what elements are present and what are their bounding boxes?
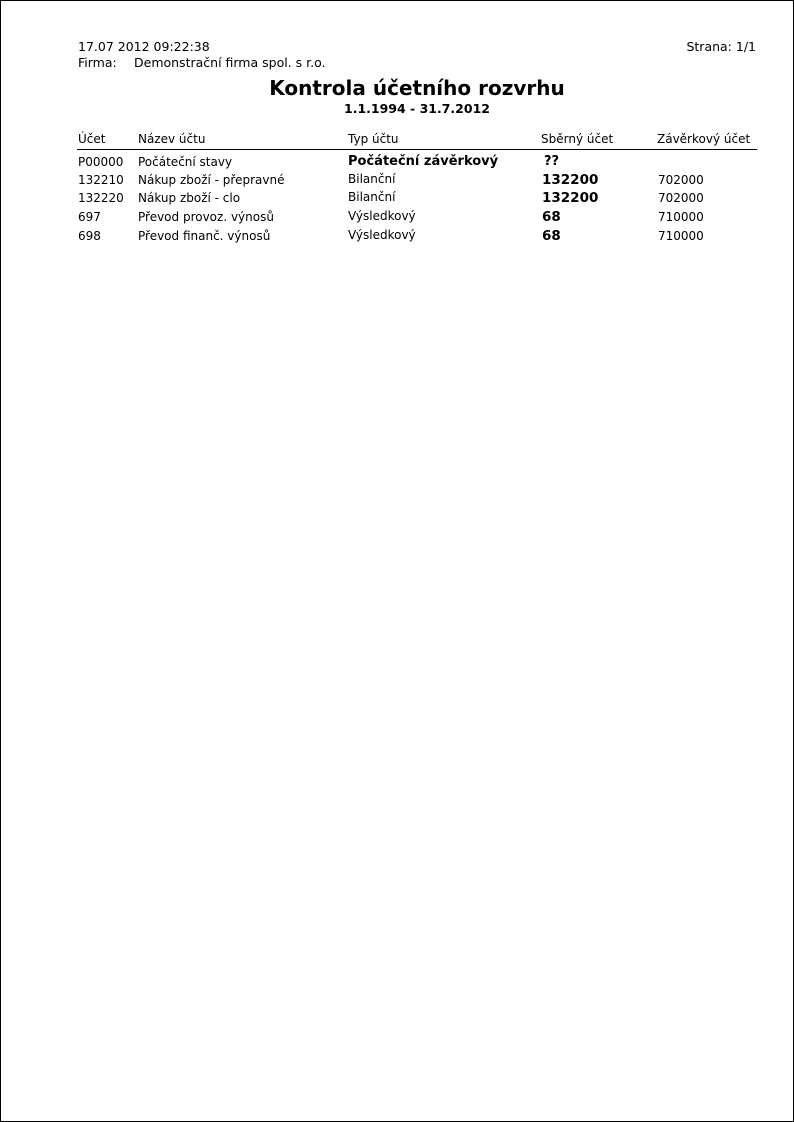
company-label: Firma: <box>78 55 117 70</box>
cell-closing: 710000 <box>658 210 704 224</box>
cell-collective: 68 <box>542 209 561 225</box>
cell-account: 697 <box>78 210 101 224</box>
report-timestamp: 17.07 2012 09:22:38 <box>78 39 210 54</box>
cell-type: Počáteční závěrkový <box>348 154 499 169</box>
column-header-collective: Sběrný účet <box>541 132 614 146</box>
cell-closing: 710000 <box>658 229 704 243</box>
cell-closing: 702000 <box>658 173 704 187</box>
cell-type: Bilanční <box>348 190 396 204</box>
cell-type: Bilanční <box>348 172 396 186</box>
cell-collective: 132200 <box>542 172 599 188</box>
column-header-closing: Závěrkový účet <box>657 132 751 146</box>
company-name: Demonstrační firma spol. s r.o. <box>134 55 326 70</box>
cell-account: 132210 <box>78 173 124 187</box>
cell-closing: 702000 <box>658 191 704 205</box>
report-title: Kontrola účetního rozvrhu <box>269 76 565 100</box>
cell-account: P00000 <box>78 155 124 169</box>
cell-name: Nákup zboží - přepravné <box>138 173 285 187</box>
header-rule <box>77 149 757 150</box>
cell-name: Počáteční stavy <box>138 155 233 169</box>
cell-name: Převod finanč. výnosů <box>138 229 271 243</box>
cell-name: Nákup zboží - clo <box>138 191 241 205</box>
column-header-name: Název účtu <box>138 132 206 146</box>
cell-type: Výsledkový <box>348 209 416 223</box>
cell-collective: ?? <box>544 154 560 169</box>
cell-collective: 132200 <box>542 190 599 206</box>
cell-collective: 68 <box>542 228 561 244</box>
column-header-type: Typ účtu <box>348 132 399 146</box>
cell-type: Výsledkový <box>348 228 416 242</box>
cell-name: Převod provoz. výnosů <box>138 210 274 224</box>
cell-account: 132220 <box>78 191 124 205</box>
cell-account: 698 <box>78 229 101 243</box>
column-header-account: Účet <box>78 132 106 146</box>
page-number: Strana: 1/1 <box>686 39 756 54</box>
report-period: 1.1.1994 - 31.7.2012 <box>344 101 490 116</box>
